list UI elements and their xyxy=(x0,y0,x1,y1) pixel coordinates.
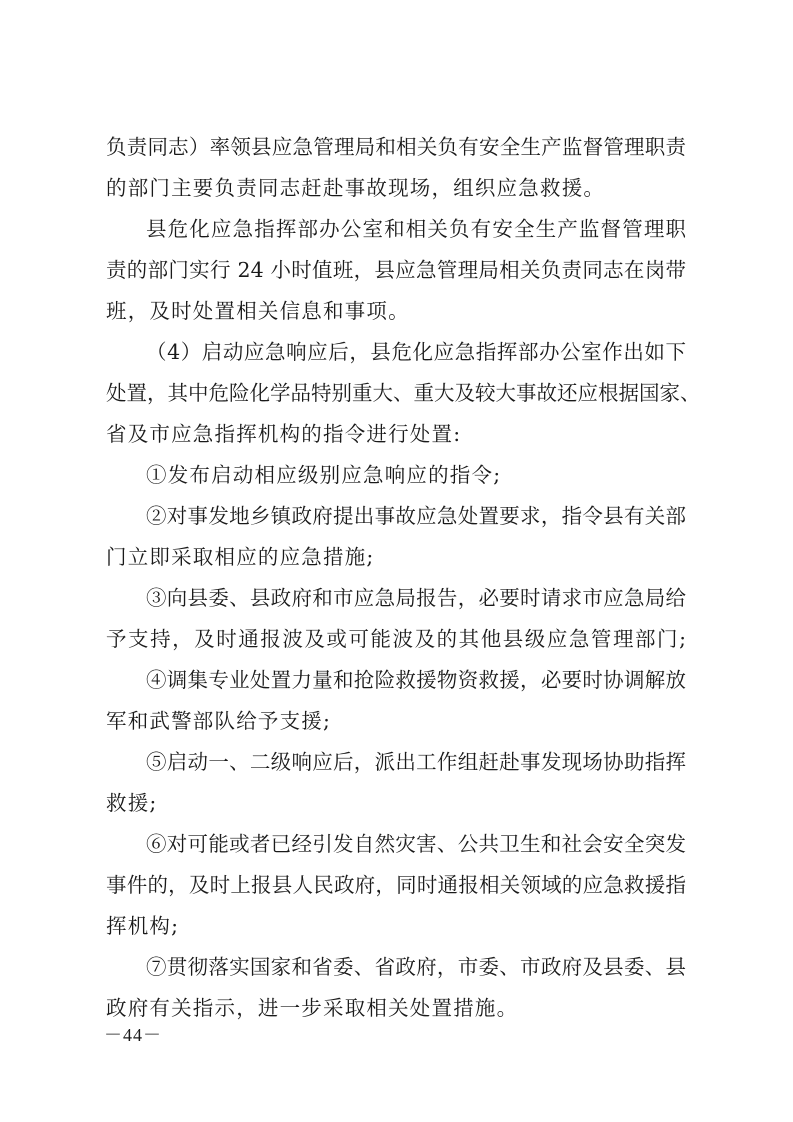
text-line: 政府有关指示，进一步采取相关处置措施。 xyxy=(106,996,519,1020)
list-item: ⑦贯彻落实国家和省委、省政府，市委、市政府及县委、县 xyxy=(146,955,686,979)
text-line: 救援; xyxy=(106,791,158,815)
text-line: 班，及时处置相关信息和事项。 xyxy=(106,299,410,323)
text-line: 县危化应急指挥部办公室和相关负有安全生产监督管理职 xyxy=(146,217,686,241)
list-item: ⑤启动一、二级响应后，派出工作组赶赴事发现场协助指挥 xyxy=(146,750,686,774)
text-line: （4）启动应急响应后，县危化应急指挥部办公室作出如下 xyxy=(146,340,686,364)
text-line: 予支持，及时通报波及或可能波及的其他县级应急管理部门; xyxy=(106,627,686,651)
list-item: ⑥对可能或者已经引发自然灾害、公共卫生和社会安全突发 xyxy=(146,832,686,856)
text-line: 的部门主要负责同志赶赴事故现场，组织应急救援。 xyxy=(106,176,606,200)
list-item: ①发布启动相应级别应急响应的指令; xyxy=(146,463,502,487)
list-item: ③向县委、县政府和市应急局报告，必要时请求市应急局给 xyxy=(146,586,686,610)
text-line: 挥机构; xyxy=(106,914,180,938)
page-number: －44－ xyxy=(104,1025,162,1045)
text-line: 省及市应急指挥机构的指令进行处置: xyxy=(106,422,462,446)
text-line: 军和武警部队给予支援; xyxy=(106,709,332,733)
list-item: ②对事发地乡镇政府提出事故应急处置要求，指令县有关部 xyxy=(146,504,686,528)
text-line: 处置，其中危险化学品特别重大、重大及较大事故还应根据国家、 xyxy=(106,381,701,405)
text-line: 负责同志）率领县应急管理局和相关负有安全生产监督管理职责 xyxy=(106,135,686,159)
text-line: 责的部门实行 24 小时值班，县应急管理局相关负责同志在岗带 xyxy=(106,258,686,282)
text-line: 事件的，及时上报县人民政府，同时通报相关领域的应急救援指 xyxy=(106,873,686,897)
list-item: ④调集专业处置力量和抢险救援物资救援，必要时协调解放 xyxy=(146,668,686,692)
text-line: 门立即采取相应的应急措施; xyxy=(106,545,375,569)
